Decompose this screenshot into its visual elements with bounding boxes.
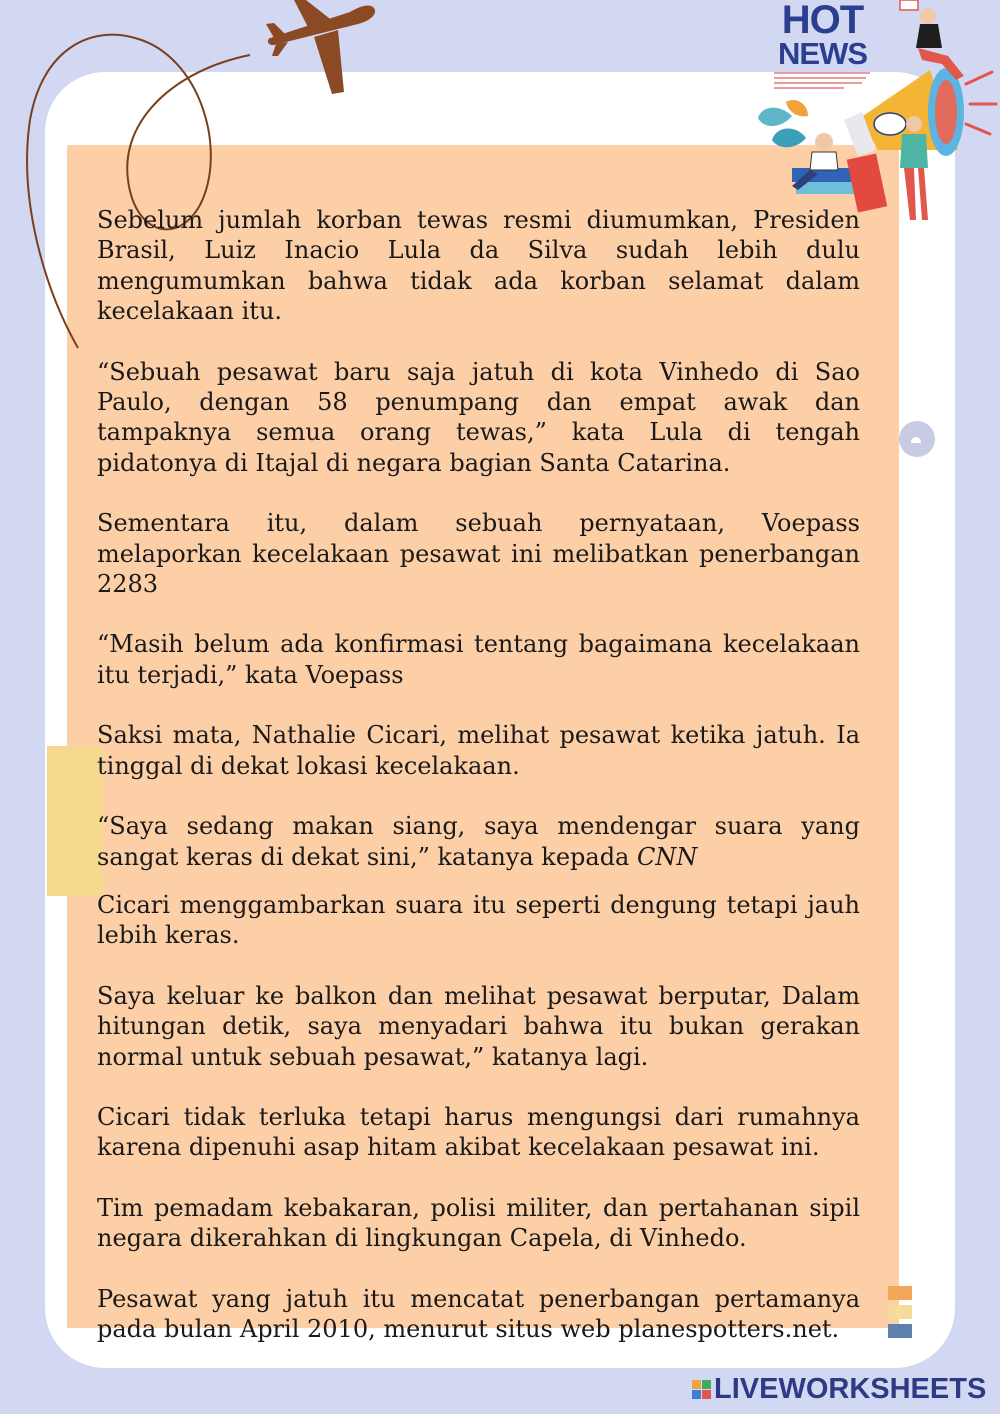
color-swatches	[888, 1286, 912, 1343]
airplane-icon	[262, 0, 382, 100]
brand-name: LIVEWORKSHEETS	[714, 1372, 987, 1405]
article-paragraph: Cicari tidak terluka tetapi harus mengungsi dari rumahnya karena dipenuhi asap hitam akibat kecelakaan pesawat ini.	[97, 1102, 860, 1162]
article-paragraph: Cicari menggambarkan suara itu seperti dengung tetapi jauh lebih keras.	[97, 890, 860, 950]
yellow-swatch	[888, 1305, 912, 1319]
liveworksheets-logo[interactable]	[692, 1372, 986, 1406]
liveworksheets-logo-icon	[692, 1380, 711, 1399]
article-paragraph: Saksi mata, Nathalie Cicari, melihat pesawat ketika jatuh. Ia tinggal di dekat lokasi kecelakaan.	[97, 721, 860, 780]
article-paragraph: “Masih belum ada konfirmasi tentang bagaimana kecelakaan itu terjadi,” kata Voepass	[97, 630, 860, 689]
article-paragraph: “Sebuah pesawat baru saja jatuh di kota Vinhedo di Sao Paulo, dengan 58 penumpang dan empat awak dan tampaknya semua orang tewas,” kata Lula di tengah pidatonya di Itajal di negara bagian Santa Catarina.	[97, 357, 860, 477]
megaphone-illustration	[752, 0, 1000, 230]
quote-paragraph	[97, 811, 860, 872]
blue-swatch	[888, 1324, 912, 1338]
quote-text: “Saya sedang makan siang, saya mendengar suara yang sangat keras di dekat sini,” katanya kepada	[97, 812, 860, 871]
orange-swatch	[888, 1286, 912, 1300]
article-body	[97, 205, 860, 1344]
article-paragraph: Sementara itu, dalam sebuah pernyataan, Voepass melaporkan kecelakaan pesawat ini melibatkan penerbangan 2283	[97, 509, 860, 599]
article-paragraph: Pesawat yang jatuh itu mencatat penerbangan pertamanya pada bulan April 2010, menurut situs web planespotters.net.	[97, 1284, 860, 1343]
news-label: NEWS	[778, 36, 867, 71]
article-paragraph: Saya keluar ke balkon dan melihat pesawat berputar, Dalam hitungan detik, saya menyadari bahwa itu bukan gerakan normal untuk sebuah pesawat,” katanya lagi.	[97, 981, 860, 1071]
article-paragraph: Sebelum jumlah korban tewas resmi diumumkan, Presiden Brasil, Luiz Inacio Lula da Silva sudah lebih dulu mengumumkan bahwa tidak ada korban selamat dalam kecelakaan itu.	[97, 206, 860, 326]
article-paragraph: Tim pemadam kebakaran, polisi militer, dan pertahanan sipil negara dikerahkan di lingkungan Capela, di Vinhedo.	[97, 1193, 860, 1253]
hot-label: HOT	[781, 0, 864, 42]
quote-source: CNN	[637, 842, 698, 871]
